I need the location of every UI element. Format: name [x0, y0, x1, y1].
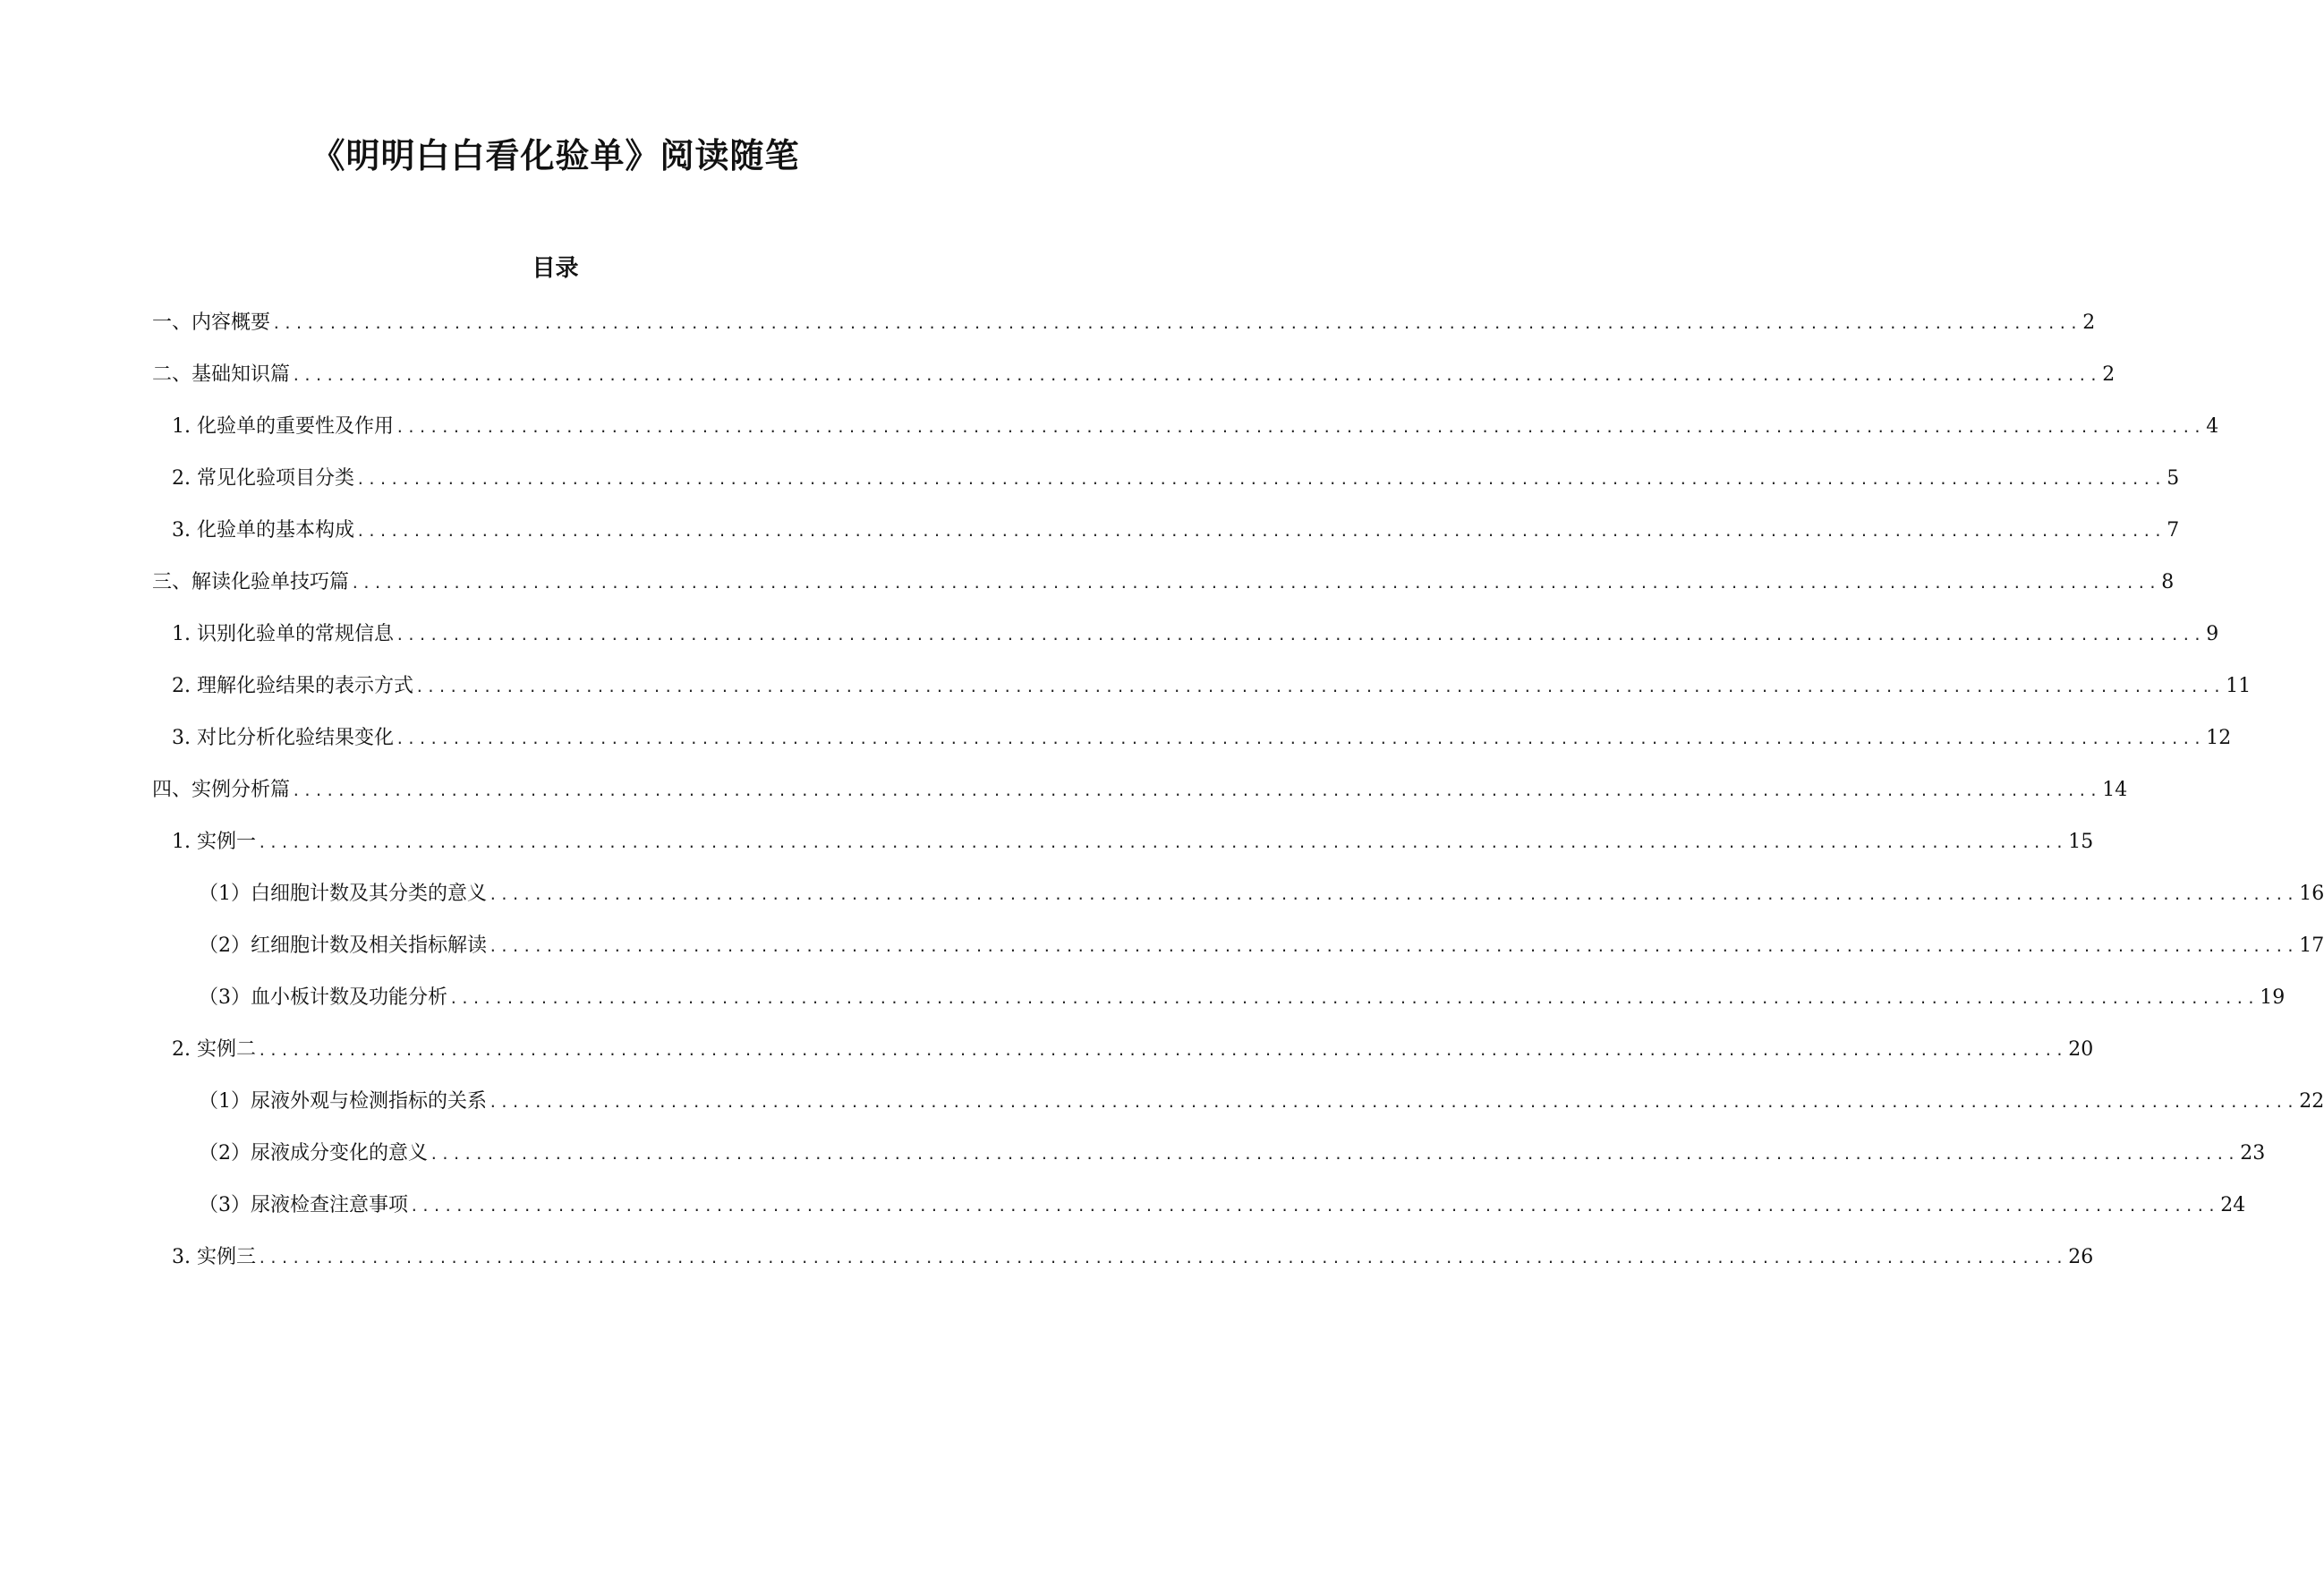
toc-entry-text: （1）尿液外观与检测指标的关系 [199, 1090, 487, 1113]
toc-dot-leader: ................................................................................................................................................................ [395, 419, 2205, 436]
toc-entry[interactable] [172, 1035, 2094, 1065]
toc-entry-page: 17 [2299, 934, 2324, 957]
toc-entry[interactable] [199, 983, 2286, 1013]
toc-entry-page: 2 [2082, 311, 2096, 334]
toc-entry[interactable] [172, 1242, 2094, 1273]
toc-dot-leader: ................................................................................................................................................................ [395, 730, 2205, 747]
toc-entry-text: 三、解读化验单技巧篇 [152, 571, 350, 593]
toc-entry[interactable] [152, 775, 2128, 806]
toc-entry[interactable] [172, 723, 2232, 754]
toc-entry-page: 5 [2167, 467, 2180, 490]
toc-entry-text: 二、基础知识篇 [152, 363, 291, 386]
toc-dot-leader: ................................................................................................................................................................ [257, 834, 2067, 851]
toc-entry-text: 一、内容概要 [152, 311, 271, 334]
toc-entry-text: （2）红细胞计数及相关指标解读 [199, 934, 487, 957]
toc-entry-text: （3）血小板计数及功能分析 [199, 986, 447, 1009]
toc-dot-leader: ................................................................................................................................................................ [410, 1198, 2219, 1215]
toc-entry-text: 1. 识别化验单的常规信息 [172, 623, 394, 645]
toc-entry-text: 3. 化验单的基本构成 [172, 519, 354, 542]
toc-dot-leader: ................................................................................................................................................................ [257, 1042, 2067, 1059]
toc-entry[interactable] [172, 827, 2094, 858]
toc-entry[interactable] [152, 360, 2115, 390]
toc-entry-text: （2）尿液成分变化的意义 [199, 1142, 428, 1165]
toc-entry-page: 11 [2226, 675, 2252, 697]
toc-dot-leader: ................................................................................................................................................................ [489, 938, 2298, 955]
toc-dot-leader: ................................................................................................................................................................ [257, 1250, 2067, 1267]
toc-entry[interactable] [199, 1139, 2266, 1169]
toc-entry[interactable] [172, 619, 2219, 650]
toc-dot-leader: ................................................................................................................................................................ [355, 471, 2166, 488]
toc-dot-leader: ................................................................................................................................................................ [489, 1094, 2298, 1111]
document-title: 《明明白白看化验单》阅读随笔 [311, 136, 800, 175]
toc-entry-page: 23 [2240, 1142, 2266, 1165]
toc-entry-page: 15 [2068, 831, 2094, 853]
toc-entry-text: 3. 实例三 [172, 1246, 256, 1268]
toc-dot-leader: ................................................................................................................................................................ [489, 886, 2298, 903]
toc-entry-text: 3. 对比分析化验结果变化 [172, 727, 394, 749]
toc-entry-text: 2. 实例二 [172, 1038, 256, 1061]
toc-dot-leader: ................................................................................................................................................................ [292, 782, 2101, 799]
toc-entry-page: 7 [2167, 519, 2180, 542]
toc-entry-page: 4 [2206, 415, 2219, 438]
toc-dot-leader: ................................................................................................................................................................ [355, 523, 2166, 540]
toc-dot-leader: ................................................................................................................................................................ [272, 315, 2081, 332]
toc-entry-page: 22 [2299, 1090, 2324, 1113]
toc-entry-text: 2. 常见化验项目分类 [172, 467, 354, 490]
toc-dot-leader: ................................................................................................................................................................ [395, 627, 2205, 644]
toc-entry-text: （1）白细胞计数及其分类的意义 [199, 883, 487, 905]
toc-entry[interactable] [199, 1087, 2324, 1117]
toc-entry-page: 16 [2299, 883, 2324, 905]
toc-entry[interactable] [152, 567, 2175, 598]
toc-dot-leader: ................................................................................................................................................................ [414, 678, 2225, 695]
toc-entry-page: 2 [2102, 363, 2115, 386]
toc-dot-leader: ................................................................................................................................................................ [292, 367, 2101, 384]
toc-entry-text: 2. 理解化验结果的表示方式 [172, 675, 413, 697]
toc-entry-text: 四、实例分析篇 [152, 779, 291, 801]
toc-entry-page: 9 [2206, 623, 2219, 645]
toc-dot-leader: ................................................................................................................................................................ [351, 575, 2160, 592]
toc-entry[interactable] [199, 931, 2324, 961]
toc-entry[interactable] [152, 308, 2096, 338]
toc-entry-text: 1. 实例一 [172, 831, 256, 853]
toc-heading: 目录 [532, 255, 579, 282]
toc-entry-page: 20 [2068, 1038, 2094, 1061]
toc-entry-text: 1. 化验单的重要性及作用 [172, 415, 394, 438]
toc-entry[interactable] [172, 412, 2219, 442]
toc-entry-text: （3）尿液检查注意事项 [199, 1194, 408, 1216]
toc-dot-leader: ................................................................................................................................................................ [430, 1146, 2239, 1163]
toc-entry-page: 26 [2068, 1246, 2094, 1268]
toc-entry[interactable] [172, 464, 2180, 494]
toc-entry-page: 8 [2161, 571, 2175, 593]
toc-entry-page: 24 [2220, 1194, 2246, 1216]
toc-entry[interactable] [172, 516, 2180, 546]
toc-entry[interactable] [172, 671, 2252, 702]
toc-dot-leader: ................................................................................................................................................................ [449, 990, 2259, 1007]
toc-entry[interactable] [199, 879, 2324, 909]
toc-entry-page: 12 [2206, 727, 2232, 749]
toc-entry-page: 14 [2102, 779, 2128, 801]
toc-entry-page: 19 [2260, 986, 2286, 1009]
toc-entry[interactable] [199, 1190, 2246, 1221]
